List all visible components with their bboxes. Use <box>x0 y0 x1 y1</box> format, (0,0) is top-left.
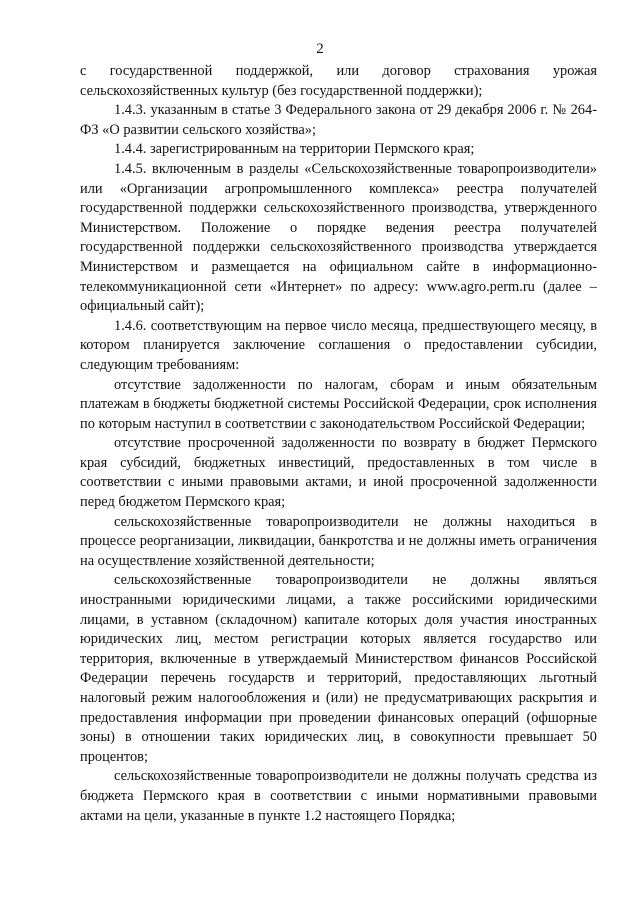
requirement-no-tax-debt: отсутствие задолженности по налогам, сборам и иным обязательным платежам в бюджеты бюджетной системы Российской Федерации, срок исполнения по которым наступил в соответствии с законодательством Российской Федерации; <box>80 376 597 432</box>
paragraph-1-4-6: 1.4.6. соответствующим на первое число месяца, предшествующего месяцу, в котором планируется заключение соглашения о предоставлении субсидии, следующим требованиям: <box>80 317 597 373</box>
document-body <box>80 62 597 826</box>
paragraph-1-4-4: 1.4.4. зарегистрированным на территории Пермского края; <box>114 141 475 158</box>
paragraph-1-4-3: 1.4.3. указанным в статье 3 Федерального закона от 29 декабря 2006 г. № 264-ФЗ «О развитии сельского хозяйства»; <box>80 102 597 138</box>
page-number: 2 <box>316 41 324 57</box>
requirement-no-other-funds: сельскохозяйственные товаропроизводители не должны получать средства из бюджета Пермского края в соответствии с иными нормативными правовыми актами на цели, указанные в пункте 1.2 настоящего Порядка; <box>80 768 597 824</box>
paragraph-1-4-5: 1.4.5. включенным в разделы «Сельскохозяйственные товаропроизводители» или «Организации агропромышленного комплекса» реестра получателей государственной поддержки сельскохозяйственного производства, утвержденного Министерством. Положение о порядке ведения реестра получателей государственной поддержки сельскохозяйственного производства утверждается Министерством и размещается на официальном сайте в информационно-телекоммуникационной сети «Интернет» по адресу: www.agro.perm.ru (далее – официальный сайт); <box>80 160 597 315</box>
paragraph-continuation: с государственной поддержкой, или договор страхования урожая сельскохозяйственных культур (без государственной поддержки); <box>80 63 597 99</box>
requirement-no-overdue-debt: отсутствие просроченной задолженности по возврату в бюджет Пермского края субсидий, бюджетных инвестиций, предоставленных в том числе в соответствии с иными правовыми актами, и иной просроченной задолженности перед бюджетом Пермского края; <box>80 435 597 511</box>
requirement-not-foreign-entity: сельскохозяйственные товаропроизводители не должны являться иностранными юридическими лицами, а также российскими юридическими лицами, в уставном (складочном) капитале которых доля участия иностранных юридических лиц, местом регистрации которых является государство или территория, включенные в утверждаемый Министерством финансов Российской Федерации перечень государств и территорий, предоставляющих льготный налоговый режим налогообложения и (или) не предусматривающих раскрытия и предоставления информации при проведении финансовых операций (офшорные зоны) в отношении таких юридических лиц, в совокупности превышает 50 процентов; <box>80 572 597 765</box>
requirement-no-reorganization: сельскохозяйственные товаропроизводители не должны находиться в процессе реорганизации, ликвидации, банкротства и не должны иметь ограничения на осуществление хозяйственной деятельности; <box>80 513 597 569</box>
